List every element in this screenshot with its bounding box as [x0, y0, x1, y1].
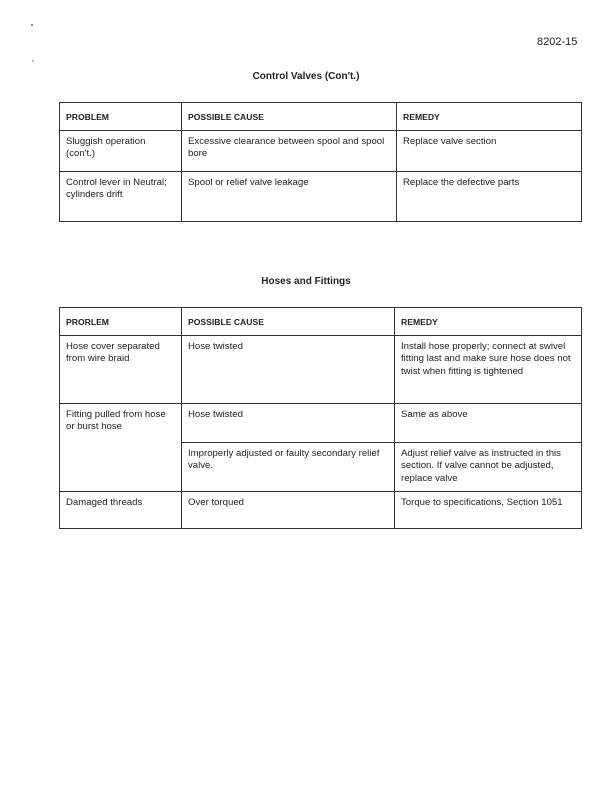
cause-cell: Hose twisted — [182, 403, 395, 442]
header-cause: POSSIBLE CAUSE — [182, 308, 395, 336]
scan-speck — [31, 24, 33, 26]
control-valves-table — [59, 102, 582, 222]
cause-cell: Spool or relief valve leakage — [182, 171, 397, 221]
hoses-fittings-table — [59, 307, 582, 529]
table-header-row — [60, 308, 582, 336]
remedy-cell: Install hose properly; connect at swivel fitting last and make sure hose does not twist when fitting is tightened — [395, 335, 582, 403]
header-problem: PROBLEM — [60, 103, 182, 131]
remedy-cell: Adjust relief valve as instructed in this section. If valve cannot be adjusted, replace valve — [395, 442, 582, 491]
page-number: 8202-15 — [537, 36, 578, 48]
table-row — [60, 335, 582, 403]
problem-cell: Damaged threads — [60, 491, 182, 528]
problem-cell: Fitting pulled from hose or burst hose — [60, 403, 182, 491]
header-remedy: REMEDY — [397, 103, 582, 131]
problem-cell: Hose cover separated from wire braid — [60, 335, 182, 403]
cause-cell: Over torqued — [182, 491, 395, 528]
table-row — [60, 171, 582, 221]
scan-speck — [32, 60, 34, 62]
section-title-hoses-fittings: Hoses and Fittings — [261, 276, 351, 287]
problem-cell: Control lever in Neutral; cylinders drift — [60, 171, 182, 221]
header-cause: POSSIBLE CAUSE — [182, 103, 397, 131]
cause-cell: Hose twisted — [182, 335, 395, 403]
cause-cell: Improperly adjusted or faulty secondary relief valve. — [182, 442, 395, 491]
table-row — [60, 130, 582, 171]
section-title-control-valves: Control Valves (Con't.) — [252, 71, 360, 82]
remedy-cell: Replace the defective parts — [397, 171, 582, 221]
remedy-cell: Replace valve section — [397, 130, 582, 171]
table-row — [60, 403, 582, 442]
header-problem: PRORLEM — [60, 308, 182, 336]
remedy-cell: Torque to specifications, Section 1051 — [395, 491, 582, 528]
header-remedy: REMEDY — [395, 308, 582, 336]
table-header-row — [60, 103, 582, 131]
table-row — [60, 491, 582, 528]
remedy-cell: Same as above — [395, 403, 582, 442]
cause-cell: Excessive clearance between spool and spool bore — [182, 130, 397, 171]
problem-cell: Sluggish operation (con't.) — [60, 130, 182, 171]
